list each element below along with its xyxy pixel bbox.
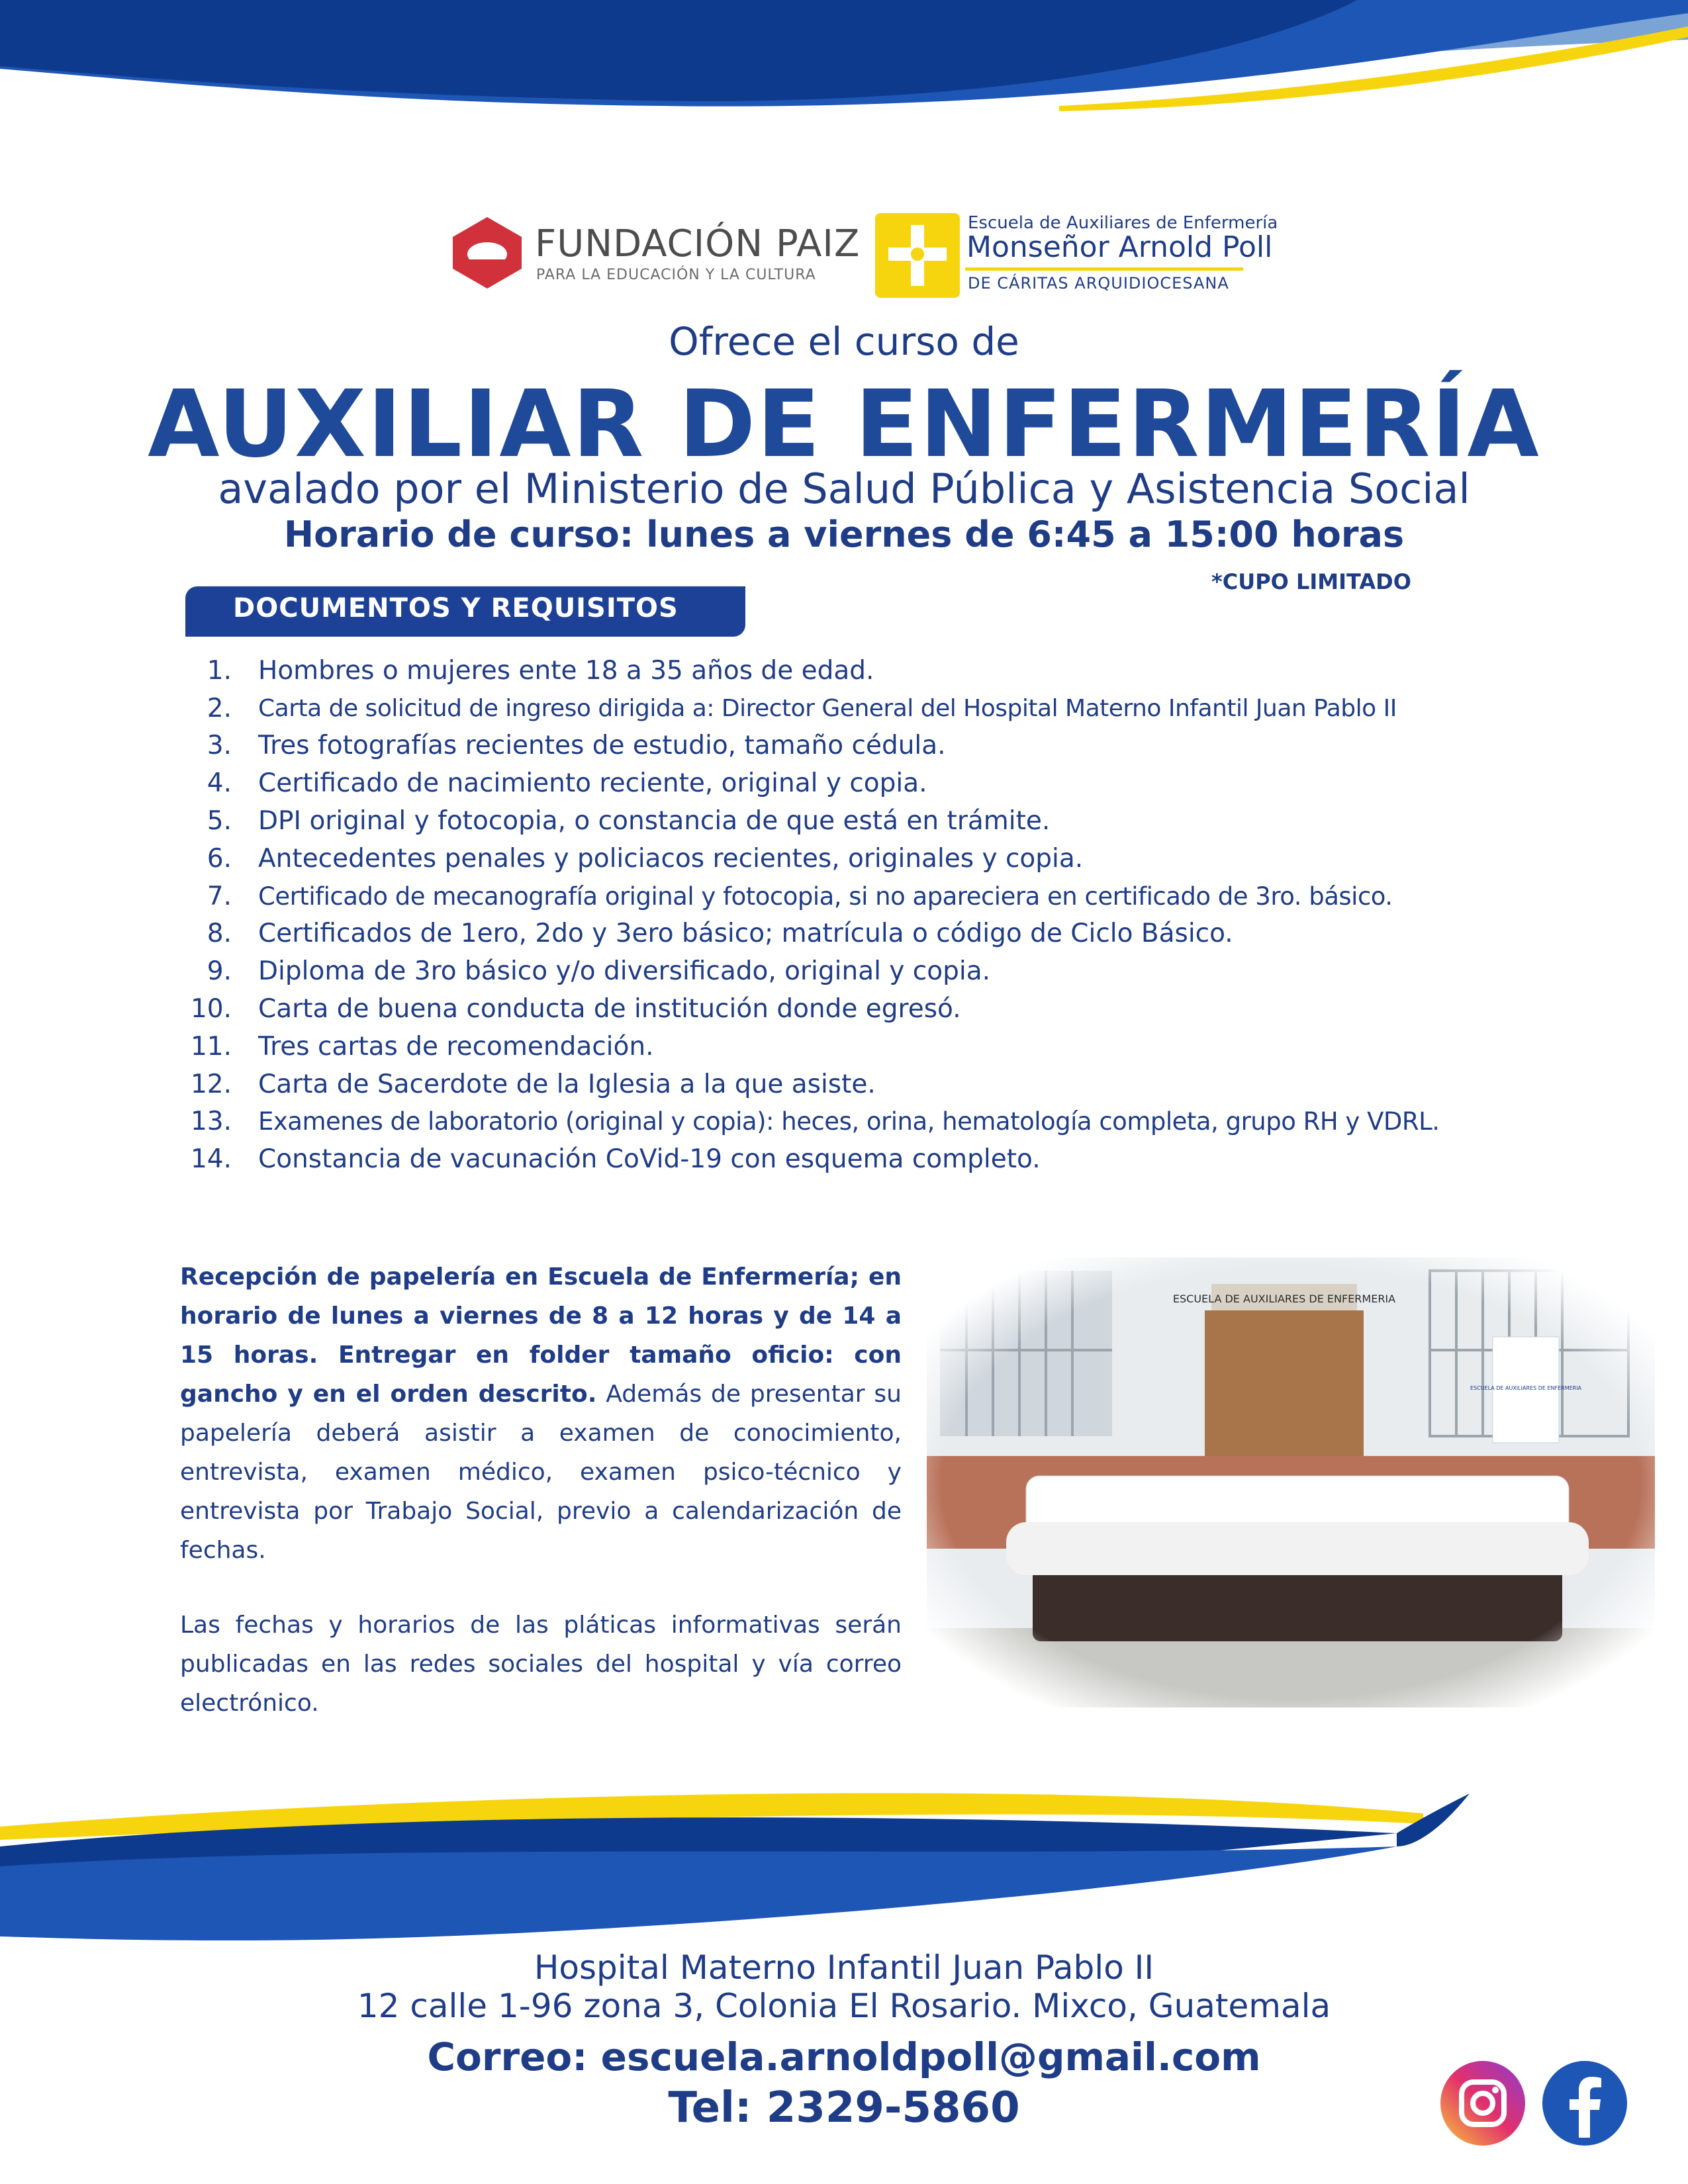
item-number: 10. <box>190 994 232 1024</box>
fundacion-paiz-subtitle: PARA LA EDUCACIÓN Y LA CULTURA <box>536 267 816 283</box>
item-number: 14. <box>190 1144 232 1175</box>
list-item <box>159 690 1582 727</box>
item-number: 5. <box>207 806 232 837</box>
item-number: 11. <box>190 1031 232 1062</box>
list-item <box>159 1103 1582 1141</box>
info-paragraph: Las fechas y horarios de las pláticas informativas serán publicadas en las redes sociales del hospital y vía correo electrónico. <box>180 1612 902 1717</box>
item-text: DPI original y fotocopia, o constancia de que está en trámite. <box>258 806 1051 837</box>
item-number: 1. <box>207 655 232 686</box>
item-number: 13. <box>190 1107 232 1137</box>
offer-line: Ofrece el curso de <box>669 319 1019 364</box>
cross-icon <box>875 213 960 298</box>
list-item <box>159 878 1582 915</box>
school-subtitle: DE CÁRITAS ARQUIDIOCESANA <box>968 274 1229 293</box>
email-line: Correo: escuela.arnoldpoll@gmail.com <box>427 2034 1261 2079</box>
item-text: Certificado de mecanografía original y fotocopia, si no apareciera en certificado de 3ro. básico. <box>258 882 1393 911</box>
reception-normal-text: Además de presentar su papelería deberá asistir a examen de conocimiento, entrevista, examen médico, examen psico-técnico y entrevista por Trabajo Social, previo a calendarización de fechas. <box>180 1381 902 1564</box>
list-item <box>159 652 1582 690</box>
requirements-list <box>159 652 1582 1178</box>
item-number: 6. <box>207 843 232 874</box>
list-item <box>159 952 1582 990</box>
item-text: Hombres o mujeres ente 18 a 35 años de edad. <box>258 655 874 686</box>
list-item <box>159 915 1582 953</box>
item-number: 4. <box>207 768 232 799</box>
list-item <box>159 840 1582 878</box>
list-item <box>159 727 1582 765</box>
schedule-line: Horario de curso: lunes a viernes de 6:45 a 15:00 horas <box>283 514 1405 555</box>
item-number: 9. <box>207 956 232 987</box>
list-item <box>159 802 1582 840</box>
requirements-title: DOCUMENTOS Y REQUISITOS <box>233 593 679 623</box>
instagram-icon[interactable] <box>1439 2060 1526 2147</box>
school-name: Monseñor Arnold Poll <box>966 230 1273 264</box>
address-line: 12 calle 1-96 zona 3, Colonia El Rosario. Mixco, Guatemala <box>357 1987 1331 2025</box>
item-text: Antecedentes penales y policiacos recientes, originales y copia. <box>258 843 1084 874</box>
list-item <box>159 764 1582 802</box>
school-top-line: Escuela de Auxiliares de Enfermería <box>968 213 1278 233</box>
item-number: 8. <box>207 919 232 949</box>
item-text: Examenes de laboratorio (original y copia): heces, orina, hematología completa, grupo RH y VDRL. <box>258 1107 1440 1136</box>
phone-line: Tel: 2329-5860 <box>668 2083 1020 2132</box>
item-text: Tres cartas de recomendación. <box>258 1031 654 1062</box>
school-divider <box>965 267 1243 271</box>
bottom-wave-decoration <box>0 1787 1688 1959</box>
item-text: Certificado de nacimiento reciente, original y copia. <box>258 768 927 799</box>
item-text: Tres fotografías recientes de estudio, tamaño cédula. <box>258 731 946 761</box>
item-text: Diploma de 3ro básico y/o diversificado, original y copia. <box>258 956 990 987</box>
list-item <box>159 990 1582 1028</box>
item-text: Constancia de vacunación CoVid-19 con esquema completo. <box>258 1144 1041 1175</box>
list-item <box>159 1140 1582 1178</box>
item-number: 12. <box>190 1069 232 1099</box>
facebook-icon[interactable] <box>1541 2060 1628 2147</box>
course-title: AUXILIAR DE ENFERMERÍA <box>148 371 1540 478</box>
limited-spots-note: *CUPO LIMITADO <box>1211 569 1411 594</box>
item-number: 7. <box>207 881 232 911</box>
fundacion-paiz-name: FUNDACIÓN PAIZ <box>535 222 861 265</box>
item-number: 2. <box>207 693 232 723</box>
list-item <box>159 1066 1582 1103</box>
group-photo <box>927 1257 1655 1707</box>
item-text: Carta de buena conducta de institución donde egresó. <box>258 994 961 1024</box>
hospital-name: Hospital Materno Infantil Juan Pablo II <box>534 1948 1154 1987</box>
endorsement-line: avalado por el Ministerio de Salud Pública y Asistencia Social <box>218 465 1470 513</box>
item-text: Carta de solicitud de ingreso dirigida a: Director General del Hospital Materno Infantil Juan Pablo II <box>258 694 1397 722</box>
item-text: Carta de Sacerdote de la Iglesia a la que asiste. <box>258 1069 876 1099</box>
list-item <box>159 1028 1582 1066</box>
reception-paragraph <box>180 1257 902 1570</box>
fundacion-paiz-logo-icon <box>447 213 527 293</box>
top-wave-decoration <box>0 0 1688 159</box>
item-number: 3. <box>207 731 232 761</box>
reception-bold-text: Recepción de papelería en Escuela de Enfermería; en horario de lunes a viernes de 8 a 12 horas y de 14 a 15 horas. Entregar en folder tamaño oficio: con gancho y en el orden descrito. <box>180 1263 902 1408</box>
item-text: Certificados de 1ero, 2do y 3ero básico; matrícula o código de Ciclo Básico. <box>258 919 1233 949</box>
